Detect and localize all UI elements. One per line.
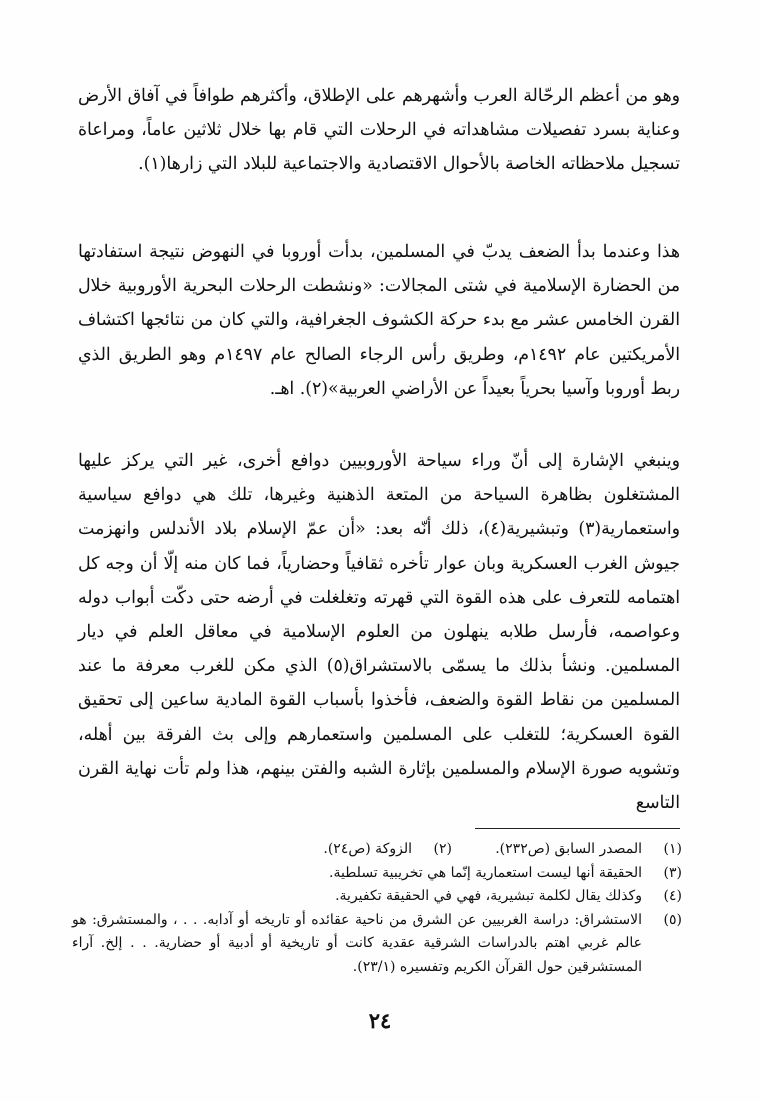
footnote-row-1-2 <box>70 838 682 862</box>
footnote-text-2: الزوكة (ص٢٤). <box>323 841 412 857</box>
footnote-separator <box>475 828 680 829</box>
footnote-number-4: (٤) <box>663 888 682 904</box>
footnote-number-3: (٣) <box>663 864 682 881</box>
footnote-number-5: (٥) <box>663 911 682 928</box>
footnote-4 <box>70 885 682 909</box>
page-number: ٢٤ <box>368 1008 392 1033</box>
body-paragraph-2: هذا وعندما بدأ الضعف يدبّ في المسلمين، بدأت أوروبا في النهوض نتيجة استفادتها من الحضارة الإسلامية في شتى المجالات: «ونشطت الرحلات البحرية الأوروبية خلال القرن الخامس عشر مع بدء حركة الكشوف الجغرافية، والتي كان من نتائجها اكتشاف الأمريكتين عام ١٤٩٢م، وطريق رأس الرجاء الصالح عام ١٤٩٧م وهو الطريق الذي ربط أوروبا وآسيا بحرياً بعيداً عن الأراضي العربية»(٢). اهـ. <box>78 242 680 399</box>
footnote-number-2: (٢) <box>433 841 452 857</box>
footnote-3 <box>70 862 682 886</box>
footnote-1 <box>452 838 682 862</box>
footnote-number-1: (١) <box>663 841 682 857</box>
footnote-text-1: المصدر السابق (ص٢٣٢). <box>495 841 642 857</box>
body-paragraph-3: وينبغي الإشارة إلى أنّ وراء سياحة الأوروبيين دوافع أخرى، غير التي يركز عليها المشتغلون بظاهرة السياحة من المتعة الذهنية وغيرها، تلك هي دوافع سياسية واستعمارية(٣) وتبشيرية(٤)، ذلك أنّه بعد: «أن عمّ الإسلام بلاد الأندلس وانهزمت جيوش الغرب العسكرية وبان عوار تأخره ثقافياً وحضارياً، فما كان منه إلّا أن وجه كل اهتمامه للتعرف على هذه القوة التي قهرته وتغلغلت في أرضه حتى دكّت أبواب دوله وعواصمه، فأرسل طلابه ينهلون من العلوم الإسلامية في معاقل العلم في ديار المسلمين. ونشأ بذلك ما يسمّى بالاستشراق(٥) الذي مكن للغرب معرفة ما عند المسلمين من نقاط القوة والضعف، فأخذوا بأسباب القوة المادية ساعين إلى تحقيق القوة العسكرية؛ للتغلب على المسلمين واستعمارهم وإلى بث الفرقة بين أهله، وتشويه صورة الإسلام والمسلمين بإثارة الشبه والفتن بينهم، هذا ولم تأت نهاية القرن التاسع <box>78 451 681 814</box>
footnote-text-5: الاستشراق: دراسة الغربيين عن الشرق من ناحية عقائده أو تاريخه أو آدابه. . . ، والمستشرق: هو عالم غربي اهتم بالدراسات الشرقية عقدية كانت أو تاريخية أو أدبية أو حضارية. . . إلخ. آراء المستشرقين حول القرآن الكريم وتفسيره (٢٣/١). <box>72 911 642 975</box>
body-paragraph-1: وهو من أعظم الرحّالة العرب وأشهرهم على الإطلاق، وأكثرهم طوافاً في آفاق الأرض وعناية بسرد تفصيلات مشاهداته في الرحلات التي قام بها خلال ثلاثين عاماً، ومراعاة تسجيل ملاحظاته الخاصة بالأحوال الاقتصادية والاجتماعية للبلاد التي زارها(١). <box>78 86 680 175</box>
footnote-5 <box>70 909 682 980</box>
footnotes <box>70 838 682 979</box>
footnote-text-4: وكذلك يقال لكلمة تبشيرية، فهي في الحقيقة تكفيرية. <box>335 888 642 904</box>
footnote-text-3: الحقيقة أنها ليست استعمارية إنّما هي تخريبية تسلطية. <box>329 864 642 881</box>
footnote-2 <box>222 838 452 862</box>
